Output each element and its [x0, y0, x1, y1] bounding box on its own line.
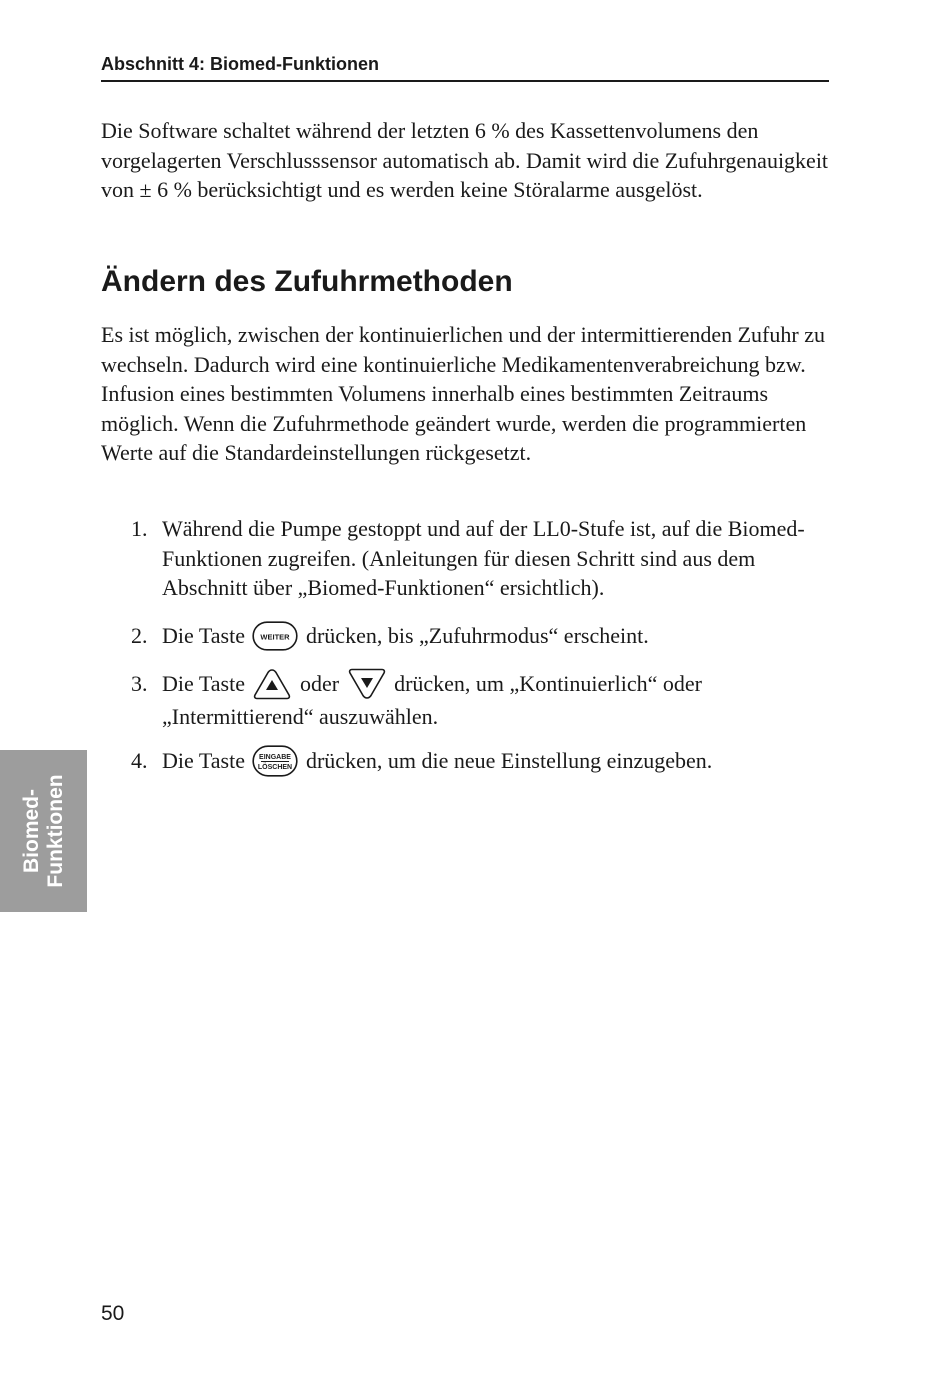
step-text: Während die Pumpe gestoppt und auf der LL0-Stufe ist, auf die Biomed-Funktionen zugreifen. (Anleitungen für diesen Schritt sind aus dem Abschnitt über „Biomed-Funktionen“ ersichtlich).: [162, 516, 805, 600]
step-number: 2.: [131, 623, 148, 648]
step-text: drücken, bis „Zufuhrmodus“ erscheint.: [305, 623, 649, 648]
step-2: [131, 621, 831, 653]
loeschen-key-label: LÖSCHEN: [258, 763, 293, 771]
step-3: [131, 669, 831, 731]
section-paragraph: Es ist möglich, zwischen der kontinuierlichen und der intermittierenden Zufuhr zu wechseln. Dadurch wird eine kontinuierliche Medikamentenverabreichung bzw. Infusion eines bestimmten Volumens innerhalb eines bestimmten Zeitraums möglich. Wenn die Zufuhrmethode geändert wurde, werden die programmierten Werte auf die Standardeinstellungen rückgesetzt.: [101, 322, 825, 465]
side-tab-line-1: Biomed-: [20, 789, 43, 873]
step-number: 1.: [131, 516, 148, 541]
step-4: [131, 746, 831, 779]
chapter-side-tab-label: [20, 774, 68, 887]
step-text: drücken, um „Kontinuierlich“ oder „Intermittierend“ auszuwählen.: [162, 671, 702, 729]
step-number: 3.: [131, 671, 148, 696]
step-text: Die Taste: [162, 623, 245, 648]
step-text: drücken, um die neue Einstellung einzugeben.: [305, 748, 713, 773]
step-text: Die Taste: [162, 671, 245, 696]
step-text: oder: [299, 671, 340, 696]
running-header: Abschnitt 4: Biomed-Funktionen: [101, 54, 379, 74]
eingabe-loeschen-key-icon: [252, 745, 298, 777]
step-number: 4.: [131, 748, 148, 773]
down-arrow-key-icon: [347, 668, 387, 700]
step-text: Die Taste: [162, 748, 245, 773]
weiter-key-label: WEITER: [260, 632, 291, 642]
up-arrow-key-icon: [252, 668, 292, 700]
side-tab-line-2: Funktionen: [44, 774, 67, 888]
section-heading: Ändern des Zufuhrmethoden: [101, 265, 513, 298]
weiter-key-icon: [252, 621, 298, 651]
header-rule: [101, 80, 829, 82]
intro-paragraph: Die Software schaltet während der letzten 6 % des Kassettenvolumens den vorgelagerten Verschlusssensor automatisch ab. Damit wird die Zufuhrgenauigkeit von ± 6 % berücksichtigt und es werden keine Störalarme ausgelöst.: [101, 118, 829, 202]
page-number: 50: [101, 1302, 125, 1325]
step-1: [131, 514, 831, 603]
eingabe-key-label: EINGABE: [259, 753, 292, 761]
